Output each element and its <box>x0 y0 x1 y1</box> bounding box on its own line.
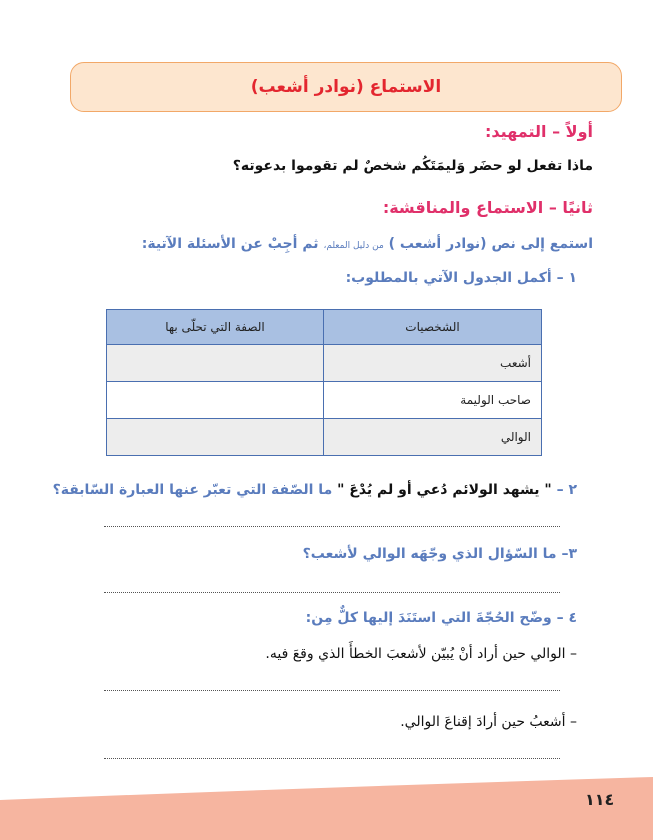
q2-number: ٢ – <box>551 482 577 498</box>
question-4b: – أشعبُ حين أرادَ إقناعَ الوالي. <box>400 714 577 730</box>
page-number: ١١٤ <box>585 790 615 809</box>
character-cell: صاحب الوليمة <box>324 382 542 419</box>
question-2 <box>53 482 577 498</box>
footer-wave <box>0 775 653 840</box>
question-4: ٤ – وضّح الحُجّةَ التي استَنَدَ إليها كلٌّ مِن: <box>305 610 577 626</box>
trait-cell[interactable] <box>107 419 324 456</box>
answer-line[interactable] <box>104 758 560 759</box>
trait-cell[interactable] <box>107 345 324 382</box>
footer-wave-shape <box>0 777 653 840</box>
lesson-title: الاستماع (نوادر أشعب) <box>250 77 442 97</box>
table-row <box>107 345 542 382</box>
answer-line[interactable] <box>104 690 560 691</box>
answer-line[interactable] <box>104 592 560 593</box>
question-3: ٣– ما السّؤال الذي وجّهَه الوالي لأشعب؟ <box>302 546 577 562</box>
section2-heading: ثانيًا – الاستماع والمناقشة: <box>382 198 593 217</box>
character-cell: أشعب <box>324 345 542 382</box>
instruction-part-a: استمع إلى نص (نوادر أشعب ) <box>388 236 593 252</box>
warmup-question: ماذا تفعل لو حضَر وَليمَتَكُم شخصٌ لم تقوموا بدعوته؟ <box>232 158 593 174</box>
question-4a: – الوالي حين أراد أنْ يُبيّن لأشعبَ الخطأَ الذي وقعَ فيه. <box>265 646 577 662</box>
instruction-note: من دليل المعلم، <box>323 241 384 251</box>
header-characters: الشخصيات <box>324 310 542 345</box>
lesson-title-box <box>70 62 622 112</box>
q2-text: ما الصّفة التي تعبّر عنها العبارة السّابقة؟ <box>52 482 338 498</box>
table-row <box>107 382 542 419</box>
q2-quote: " يشهد الولائم دُعي أو لم يُدْعَ " <box>337 482 552 498</box>
table-header <box>107 310 542 345</box>
question-1: ١ – أكمل الجدول الآتي بالمطلوب: <box>345 270 577 286</box>
listening-instruction <box>142 236 593 252</box>
characters-table <box>106 309 542 456</box>
character-cell: الوالي <box>324 419 542 456</box>
table-row <box>107 419 542 456</box>
trait-cell[interactable] <box>107 382 324 419</box>
answer-line[interactable] <box>104 526 560 527</box>
section1-heading: أولاً – التمهيد: <box>485 122 593 141</box>
header-trait: الصفة التي تحلّى بها <box>107 310 324 345</box>
instruction-part-b: ثم أجِبْ عن الأسئلة الآتية: <box>141 236 319 252</box>
